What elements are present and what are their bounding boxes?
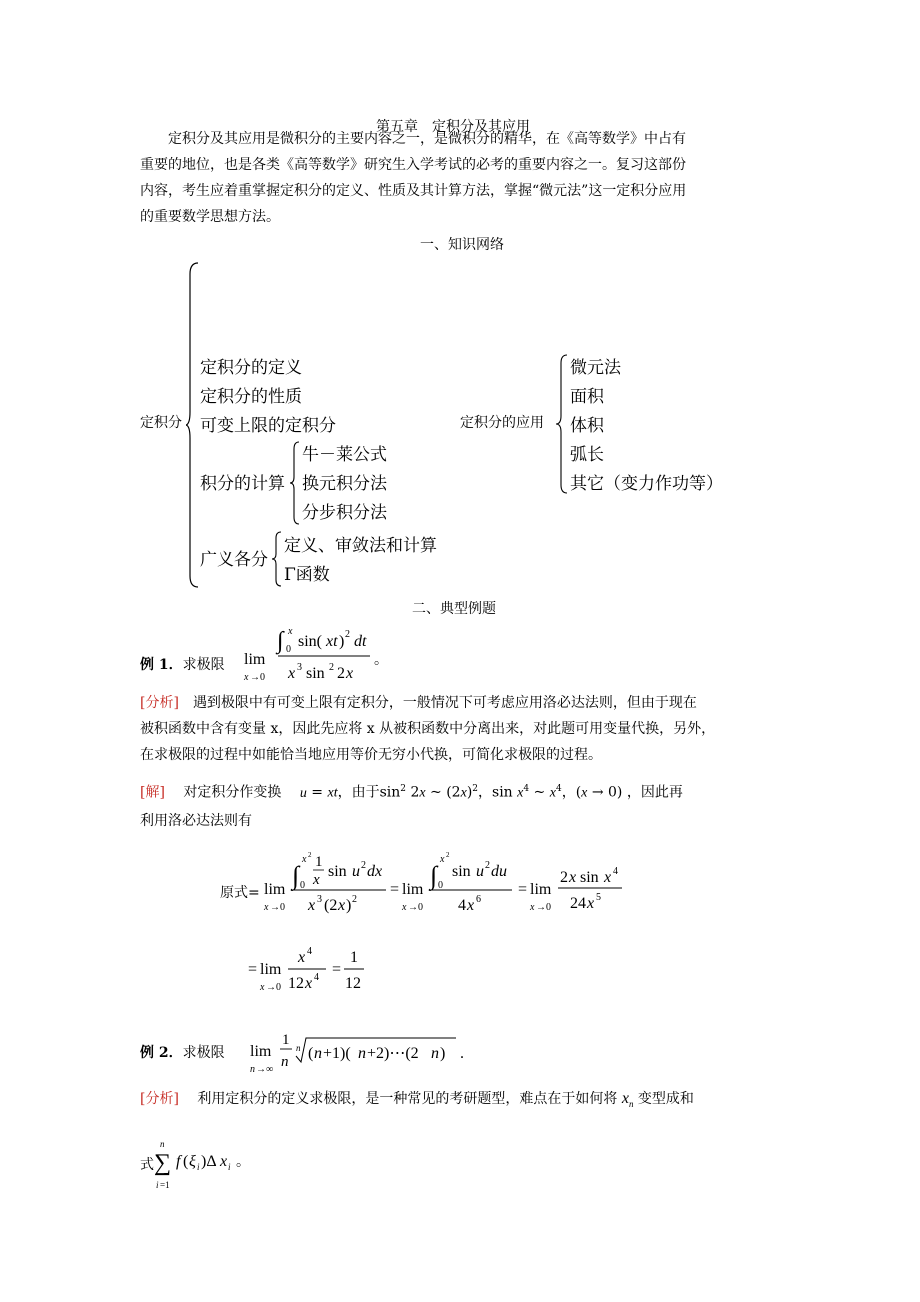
example2-label: 例 2． <box>140 1045 183 1061</box>
svg-text:4: 4 <box>307 946 312 957</box>
example2-heading <box>140 1040 225 1066</box>
svg-text:。: 。 <box>374 653 388 668</box>
svg-text:sin: sin <box>306 665 325 682</box>
svg-text:∫: ∫ <box>430 861 438 890</box>
example1-formula <box>240 622 390 686</box>
svg-text:): ) <box>440 1045 446 1062</box>
svg-text:x: x <box>220 1153 228 1170</box>
svg-text:x: x <box>244 672 249 683</box>
improper-brace-icon <box>272 531 282 587</box>
analysis-tag: [分析] <box>140 1091 179 1107</box>
tree-calc-label: 积分的计算 <box>200 474 285 494</box>
svg-text:i: i <box>228 1162 231 1172</box>
example1-analysis <box>140 690 782 768</box>
example2-prompt: 求极限 <box>182 1045 225 1061</box>
svg-text:n: n <box>431 1045 439 1062</box>
svg-text:n: n <box>358 1045 366 1062</box>
tree-right-item: 体积 <box>570 416 604 436</box>
svg-text:.: . <box>460 1045 464 1062</box>
tree-calc-item: 换元积分法 <box>302 474 387 494</box>
svg-text:24: 24 <box>570 895 586 912</box>
svg-text:2: 2 <box>560 869 568 886</box>
svg-text:→∞: →∞ <box>256 1064 274 1075</box>
svg-text:(2: (2 <box>324 897 338 914</box>
solution-text: ，由于 <box>337 784 380 801</box>
tree-calc-item: 牛－莱公式 <box>302 445 387 465</box>
svg-text:1: 1 <box>350 949 358 966</box>
svg-text:sin: sin <box>328 863 347 880</box>
svg-text:sin: sin <box>452 863 471 880</box>
tree-improper-item: Γ函数 <box>284 565 330 585</box>
left-big-brace-icon <box>186 262 200 588</box>
example2-formula <box>248 1024 478 1076</box>
svg-text:n: n <box>281 1054 289 1070</box>
tree-left-item: 定积分的性质 <box>200 387 302 407</box>
solution-tag: [解] <box>140 784 165 801</box>
svg-text:lim: lim <box>250 1043 272 1060</box>
section-heading-examples: 二、典型例题 <box>412 601 496 617</box>
example1-prompt: 求极限 <box>182 657 225 673</box>
solution-text: 对定积分作变换 <box>183 784 282 801</box>
svg-text:x: x <box>260 982 265 993</box>
svg-text:2: 2 <box>361 860 366 871</box>
svg-text:): ) <box>339 633 345 650</box>
tree-right-item: 面积 <box>570 387 604 407</box>
svg-text:∫: ∫ <box>277 628 284 654</box>
svg-text:x: x <box>264 902 269 913</box>
svg-text:x: x <box>569 869 577 886</box>
svg-text:12: 12 <box>345 975 361 992</box>
svg-text:2: 2 <box>337 665 345 682</box>
svg-text:0: 0 <box>438 880 443 891</box>
svg-text:1: 1 <box>315 854 323 870</box>
intro-line: 定积分及其应用是微积分的主要内容之一，是微积分的精华，在《高等数学》中占有 <box>168 131 686 147</box>
svg-text:→0: →0 <box>536 902 551 913</box>
svg-text:2: 2 <box>485 860 490 871</box>
right-brace-icon <box>556 354 568 494</box>
svg-text:2: 2 <box>329 662 334 673</box>
svg-text:+1)(: +1)( <box>323 1045 351 1062</box>
calc-brace-icon <box>290 441 300 525</box>
svg-text:4: 4 <box>314 972 319 983</box>
svg-text:x: x <box>302 854 307 865</box>
svg-text:x: x <box>440 854 445 865</box>
svg-text:lim: lim <box>260 961 282 978</box>
svg-text:lim: lim <box>530 881 552 898</box>
svg-text:2: 2 <box>345 629 350 640</box>
svg-text:x: x <box>346 665 354 682</box>
svg-text:1: 1 <box>282 1032 290 1048</box>
section-heading-knowledge-network: 一、知识网络 <box>420 237 504 253</box>
svg-text:dx: dx <box>367 863 383 880</box>
chapter-title: 第五章 定积分及其应用 <box>376 119 530 135</box>
derivation-line-1 <box>262 848 642 918</box>
svg-text:x: x <box>338 897 346 914</box>
svg-text:x: x <box>587 895 595 912</box>
derivation-line-2 <box>246 942 386 1002</box>
svg-text:x: x <box>313 872 320 888</box>
svg-text:x: x <box>308 897 316 914</box>
svg-text:→0: →0 <box>270 902 285 913</box>
svg-text:。: 。 <box>236 1155 250 1170</box>
svg-text:x: x <box>288 665 296 682</box>
svg-text:2: 2 <box>352 894 357 905</box>
svg-text:dt: dt <box>354 633 367 650</box>
svg-text:=: = <box>332 961 342 978</box>
svg-text:n: n <box>250 1064 255 1075</box>
svg-text:x: x <box>288 626 293 637</box>
svg-text:→0: →0 <box>266 982 281 993</box>
example1-heading <box>140 652 225 678</box>
svg-text:)Δ: )Δ <box>201 1153 217 1170</box>
svg-text:4: 4 <box>613 866 618 877</box>
svg-text:n: n <box>296 1043 301 1053</box>
svg-text:u: u <box>476 863 484 880</box>
intro-line: 内容，考生应着重掌握定积分的定义、性质及其计算方法，掌握“微元法”这一定积分应用 <box>140 183 687 199</box>
svg-text:x: x <box>530 902 535 913</box>
svg-text:4: 4 <box>458 897 466 914</box>
analysis-line: 在求极限的过程中如能恰当地应用等价无穷小代换，可简化求极限的过程。 <box>140 747 602 763</box>
svg-text:3: 3 <box>317 894 322 905</box>
svg-text:i: i <box>156 1180 159 1190</box>
svg-text:x: x <box>305 975 313 992</box>
svg-text:x: x <box>298 949 306 966</box>
svg-text:2: 2 <box>308 851 312 859</box>
svg-text:0: 0 <box>286 644 291 655</box>
svg-text:5: 5 <box>596 892 601 903</box>
example2-analysis-line2: 式 <box>140 1157 154 1173</box>
analysis-line: 遇到极限中有可变上限有定积分，一般情况下可考虑应用洛必达法则，但由于现在 <box>192 695 697 711</box>
svg-text:=: = <box>518 881 528 898</box>
tree-improper-label: 广义各分 <box>200 550 268 570</box>
svg-text:sin(: sin( <box>298 633 322 650</box>
svg-text:n: n <box>160 1139 165 1149</box>
svg-text:xt: xt <box>326 633 338 650</box>
tree-right-item: 其它（变力作功等） <box>570 474 723 494</box>
svg-text:): ) <box>346 897 352 914</box>
svg-text:u: u <box>352 863 360 880</box>
example1-solution-line: [解] 对定积分作变换 u = xt，由于$\sin^2 2x$ ~ $(2x)^2$，$\sin x^4$ ~ $x^4$，(x → 0) ，因此再 <box>140 784 683 801</box>
analysis-line: 被积函数中含有变量 x，因此先应将 x 从被积函数中分离出来，对此题可用变量代换，另外， <box>140 721 716 737</box>
svg-text:lim: lim <box>244 651 266 668</box>
svg-text:→0: →0 <box>250 672 265 683</box>
tree-calc-item: 分步积分法 <box>302 503 387 523</box>
svg-text:2: 2 <box>446 851 450 859</box>
intro-paragraph <box>140 126 782 230</box>
svg-text:0: 0 <box>300 880 305 891</box>
solution-text: ，因此再 <box>626 784 683 801</box>
svg-text:=: = <box>248 961 258 978</box>
svg-text:lim: lim <box>264 881 286 898</box>
solution-line2: 利用洛必达法则有 <box>140 813 252 829</box>
svg-text:lim: lim <box>402 881 424 898</box>
svg-text:(: ( <box>308 1045 314 1062</box>
svg-text:6: 6 <box>476 894 481 905</box>
example1-label: 例 1． <box>140 657 183 673</box>
svg-text:=: = <box>390 881 400 898</box>
svg-text:(: ( <box>183 1153 189 1170</box>
svg-text:∑: ∑ <box>154 1150 172 1176</box>
tree-right-item: 微元法 <box>570 358 621 378</box>
intro-line: 重要的地位，也是各类《高等数学》研究生入学考试的必考的重要内容之一。复习这部份 <box>140 157 686 173</box>
analysis-text: 变型成和 <box>637 1091 694 1107</box>
intro-line: 的重要数学思想方法。 <box>140 209 280 225</box>
svg-text:du: du <box>491 863 507 880</box>
svg-text:i: i <box>197 1162 200 1172</box>
analysis-text: 利用定积分的定义求极限，是一种常见的考研题型，难点在于如何将 <box>197 1091 618 1107</box>
svg-text:3: 3 <box>297 662 302 673</box>
svg-text:ξ: ξ <box>189 1153 196 1170</box>
svg-text:→0: →0 <box>408 902 423 913</box>
analysis-tag: [分析] <box>140 695 179 711</box>
original-expression-label: 原式= <box>220 885 260 901</box>
example2-analysis-line1: [分析] 利用定积分的定义求极限，是一种常见的考研题型，难点在于如何将 $x_n$ 变型成和 <box>140 1090 694 1109</box>
tree-left-item: 定积分的定义 <box>200 358 302 378</box>
svg-text:n: n <box>314 1045 322 1062</box>
tree-right-root: 定积分的应用 <box>460 415 544 431</box>
svg-text:x: x <box>467 897 475 914</box>
tree-left-root: 定积分 <box>140 415 182 431</box>
svg-text:12: 12 <box>288 975 304 992</box>
riemann-sum-formula <box>154 1136 264 1192</box>
tree-improper-item: 定义、审敛法和计算 <box>284 536 437 556</box>
svg-text:x: x <box>604 869 612 886</box>
svg-text:+2)⋯(2: +2)⋯(2 <box>367 1045 419 1062</box>
svg-text:=1: =1 <box>160 1180 170 1190</box>
tree-right-item: 弧长 <box>570 445 604 465</box>
svg-text:f: f <box>176 1153 181 1170</box>
svg-text:x: x <box>402 902 407 913</box>
tree-left-item: 可变上限的定积分 <box>200 416 336 436</box>
svg-text:sin: sin <box>580 869 599 886</box>
svg-text:∫: ∫ <box>292 861 300 890</box>
